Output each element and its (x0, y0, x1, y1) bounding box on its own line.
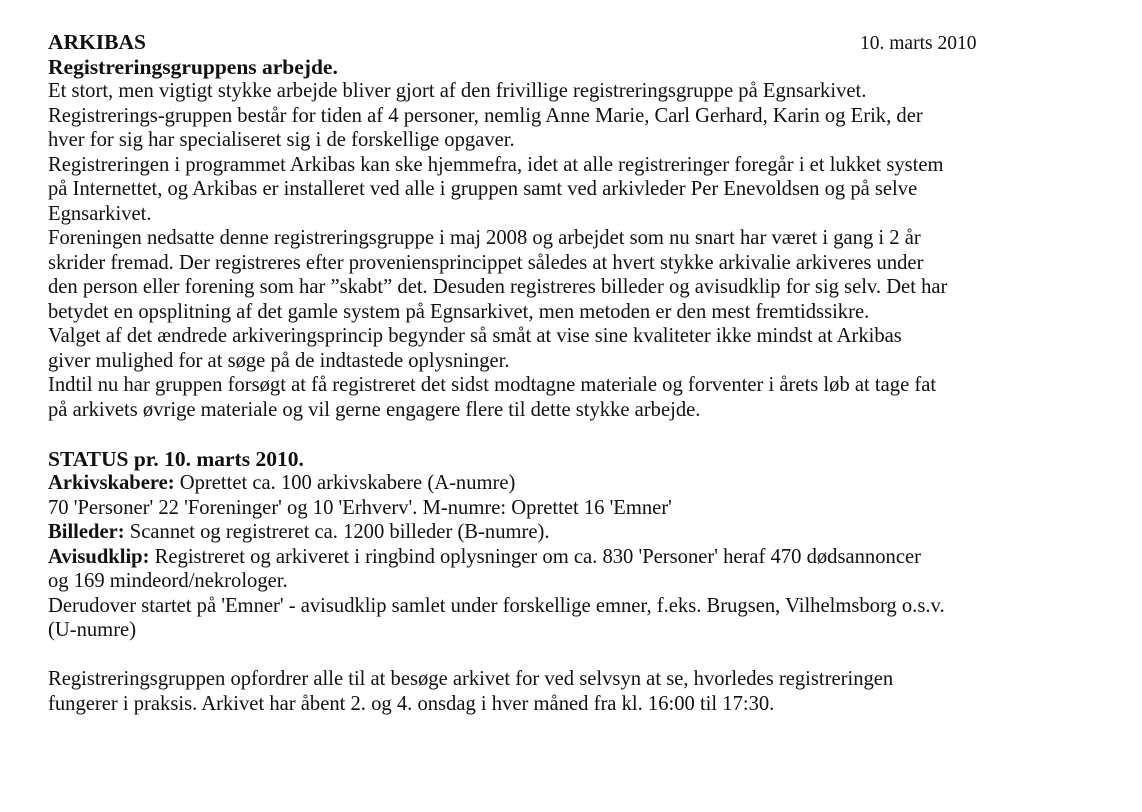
status-section (48, 447, 1048, 643)
org-heading: ARKIBAS (48, 30, 146, 54)
avisudklip-text: Registreret og arkiveret i ringbind oplysninger om ca. 830 'Personer' heraf 470 dødsannoncer (149, 545, 921, 568)
body-line: Registrerings-gruppen består for tiden af 4 personer, nemlig Anne Marie, Carl Gerhard, Karin og Erik, der (48, 104, 923, 127)
status-emner: Derudover startet på 'Emner' - avisudklip samlet under forskellige emner, f.eks. Brugsen, Vilhelmsborg o.s.v. (48, 594, 945, 617)
status-billeder (48, 520, 1048, 545)
body-line: Foreningen nedsatte denne registreringsgruppe i maj 2008 og arbejdet som nu snart har været i gang i 2 år (48, 227, 921, 249)
body-line: på Internettet, og Arkibas er installeret ved alle i gruppen samt ved arkivleder Per Enevoldsen og på selve (48, 178, 918, 200)
body-line: Egnsarkivet. (48, 202, 152, 225)
status-breakdown: 70 'Personer' 22 'Foreninger' og 10 'Erhverv'. M-numre: Oprettet 16 'Emner' (48, 496, 672, 519)
body-line: giver mulighed for at søge på de indtastede oplysninger. (48, 349, 510, 372)
body-line: Registreringen i programmet Arkibas kan ske hjemmefra, idet at alle registreringer foregår i et lukket system (48, 153, 944, 176)
closing-paragraph (48, 667, 1048, 716)
body-line: hver for sig har specialiseret sig i de forskellige opgaver. (48, 129, 515, 151)
status-arkivskabere (48, 471, 1048, 496)
body-line: den person eller forening som har ”skabt” det. Desuden registreres billeder og avisudklip for sig selv. Det har (48, 276, 948, 298)
body-line: Indtil nu har gruppen forsøgt at få registreret det sidst modtagne materiale og forventer i årets løb at tage fat (48, 374, 937, 396)
billeder-label: Billeder: (48, 521, 125, 543)
spacer (48, 643, 1048, 668)
billeder-text: Scannet og registreret ca. 1200 billeder (B-numre). (124, 521, 550, 543)
closing-line: fungerer i praksis. Arkivet har åbent 2. og 4. onsdag i hver måned fra kl. 16:00 til 17:30. (48, 692, 775, 715)
article-title: Registreringsgruppens arbejde. (48, 54, 338, 79)
status-avisudklip (48, 545, 1048, 570)
status-heading: STATUS pr. 10. marts 2010. (48, 446, 304, 471)
document-date: 10. marts 2010 (860, 33, 977, 54)
status-emner-cont: (U-numre) (48, 619, 137, 641)
body-line: skrider fremad. Der registreres efter proveniensprincippet således at hvert stykke arkivalie arkiveres under (48, 251, 924, 274)
arkivskabere-text: Oprettet ca. 100 arkivskabere (A-numre) (174, 472, 516, 494)
document-page (48, 30, 1048, 716)
body-line: betydet en opsplitning af det gamle system på Egnsarkivet, men metoden er den mest fremtidssikre. (48, 300, 870, 323)
spacer (48, 422, 1048, 447)
body-line: Et stort, men vigtigt stykke arbejde bliver gjort af den frivillige registreringsgruppe på Egnsarkivet. (48, 80, 867, 102)
status-avisudklip-cont: og 169 mindeord/nekrologer. (48, 570, 288, 592)
body-line: Valget af det ændrede arkiveringsprincip begynder så småt at vise sine kvaliteter ikke mindst at Arkibas (48, 325, 902, 347)
avisudklip-label: Avisudklip: (48, 545, 150, 568)
arkivskabere-label: Arkivskabere: (48, 472, 175, 494)
closing-line: Registreringsgruppen opfordrer alle til at besøge arkivet for ved selvsyn at se, hvorledes registreringen (48, 668, 894, 690)
body-line: på arkivets øvrige materiale og vil gerne engagere flere til dette stykke arbejde. (48, 398, 701, 421)
intro-paragraphs (48, 79, 1048, 422)
